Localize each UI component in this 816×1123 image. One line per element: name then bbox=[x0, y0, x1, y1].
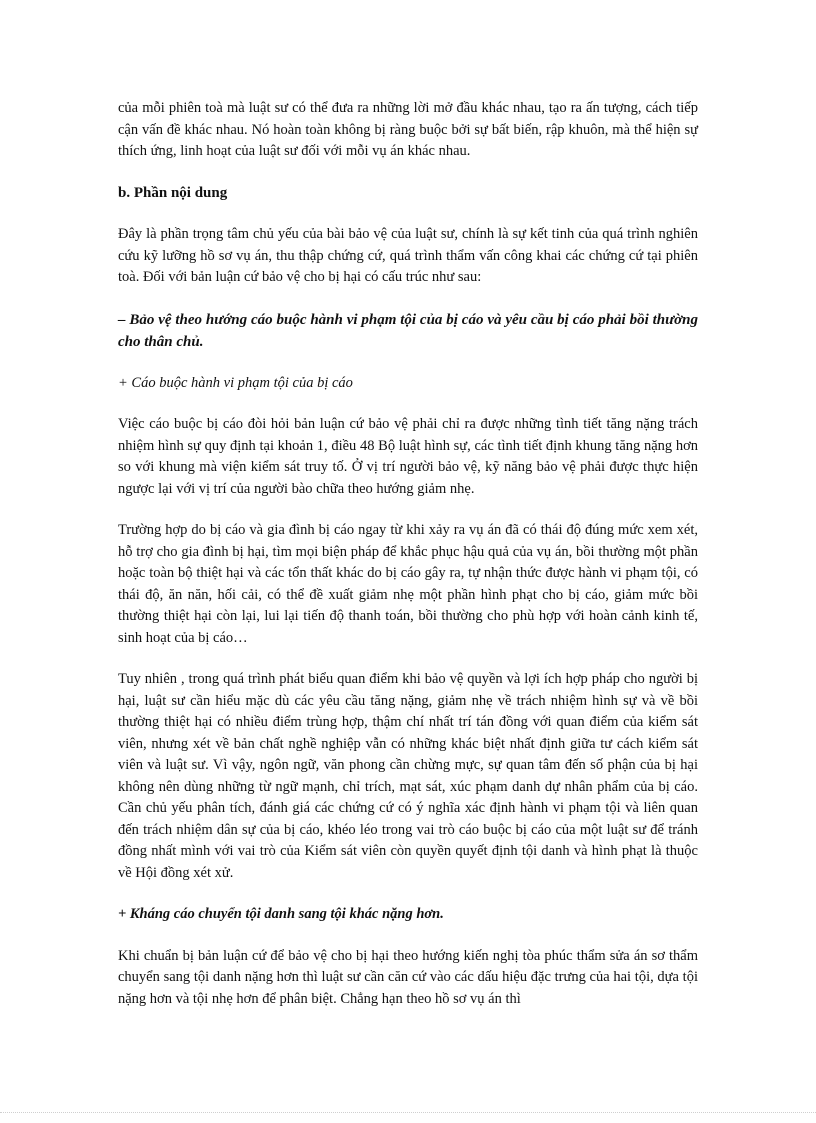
paragraph-accusation: Việc cáo buộc bị cáo đòi hỏi bản luận cứ bảo vệ phải chỉ ra được những tình tiết tăng nặng trách nhiệm hình sự quy định tại khoản 1, điều 48 Bộ luật hình sự, các tình tiết định khung tăng nặng hơn so với khung mà viện kiểm sát truy tố. Ở vị trí người bảo vệ, kỹ năng bảo vệ phải được thực hiện ngược lại với vị trí của người bào chữa theo hướng giảm nhẹ. bbox=[118, 416, 698, 497]
paragraph-intro: của mỗi phiên toà mà luật sư có thể đưa ra những lời mở đầu khác nhau, tạo ra ấn tượng, cách tiếp cận vấn đề khác nhau. Nó hoàn toàn không bị ràng buộc bởi sự bất biến, rập khuôn, mà thể hiện sự thích ứng, linh hoạt của luật sư đối với mỗi vụ án khác nhau. bbox=[118, 100, 698, 159]
paragraph-however: Tuy nhiên , trong quá trình phát biểu quan điểm khi bảo vệ quyền và lợi ích hợp pháp cho người bị hại, luật sư cần hiểu mặc dù các yêu cầu tăng nặng, giảm nhẹ về trách nhiệm hình sự và về bồi thường thiệt hại có nhiều điểm trùng hợp, thậm chí nhất trí tán đồng với quan điểm của kiểm sát viên, nhưng xét về bản chất nghề nghiệp vẫn có những khác biệt nhất định giữa tư cách kiểm sát viên và luật sư. Vì vậy, ngôn ngữ, văn phong cần chừng mực, sự quan tâm đến số phận của bị hại không nên dùng những từ ngữ mạnh, chỉ trích, mạt sát, xúc phạm danh dự nhân phẩm của bị cáo. Cần chủ yếu phân tích, đánh giá các chứng cứ có ý nghĩa xác định hành vi phạm tội và liên quan đến trách nhiệm dân sự của bị cáo, khéo léo trong vai trò cáo buộc bị cáo của một luật sư để tránh đồng nhất mình với vai trò của Kiểm sát viên còn quyền quyết định tội danh và hình phạt là thuộc về Hội đồng xét xử. bbox=[118, 671, 698, 881]
subheading-appeal: + Kháng cáo chuyển tội danh sang tội khác nặng hơn. bbox=[118, 906, 444, 922]
document-page bbox=[118, 98, 698, 1010]
heading-content-section: b. Phần nội dung bbox=[118, 184, 228, 201]
paragraph-case: Trường hợp do bị cáo và gia đình bị cáo ngay từ khi xảy ra vụ án đã có thái độ đúng mức xem xét, hỗ trợ cho gia đình bị hại, tìm mọi biện pháp để khắc phục hậu quả của vụ án, bồi thường một phần hoặc toàn bộ thiệt hại và các tổn thất khác do bị cáo gây ra, tự nhận thức được hành vi phạm tội, có thái độ, ăn năn, hối cải, có thể đề xuất giảm nhẹ một phần hình phạt cho bị cáo, giảm mức bồi thường thiệt hại còn lại, lui lại tiến độ thanh toán, bồi thường cho phù hợp với hoàn cảnh kinh tế, sinh hoạt của bị cáo… bbox=[118, 522, 698, 646]
paragraph-appeal: Khi chuẩn bị bản luận cứ để bảo vệ cho bị hại theo hướng kiến nghị tòa phúc thẩm sửa án sơ thẩm chuyển sang tội danh nặng hơn thì luật sư cần căn cứ vào các dấu hiệu đặc trưng của hai tội, dựa tội nặng hơn và tội nhẹ hơn để phân biệt. Chẳng hạn theo hồ sơ vụ án thì bbox=[118, 947, 698, 1007]
heading-defense-direction: – Bảo vệ theo hướng cáo buộc hành vi phạm tội của bị cáo và yêu cầu bị cáo phải bồi thường cho thân chủ. bbox=[118, 311, 698, 350]
paragraph-content-section: Đây là phần trọng tâm chủ yếu của bài bảo vệ của luật sư, chính là sự kết tinh của quá trình nghiên cứu kỹ lưỡng hồ sơ vụ án, thu thập chứng cứ, quá trình thẩm vấn công khai các chứng cứ tại phiên toà. Đối với bản luận cứ bảo vệ cho bị hại có cấu trúc như sau: bbox=[118, 226, 698, 285]
subheading-accusation: + Cáo buộc hành vi phạm tội của bị cáo bbox=[118, 374, 353, 391]
page-bottom-divider bbox=[0, 1112, 816, 1113]
